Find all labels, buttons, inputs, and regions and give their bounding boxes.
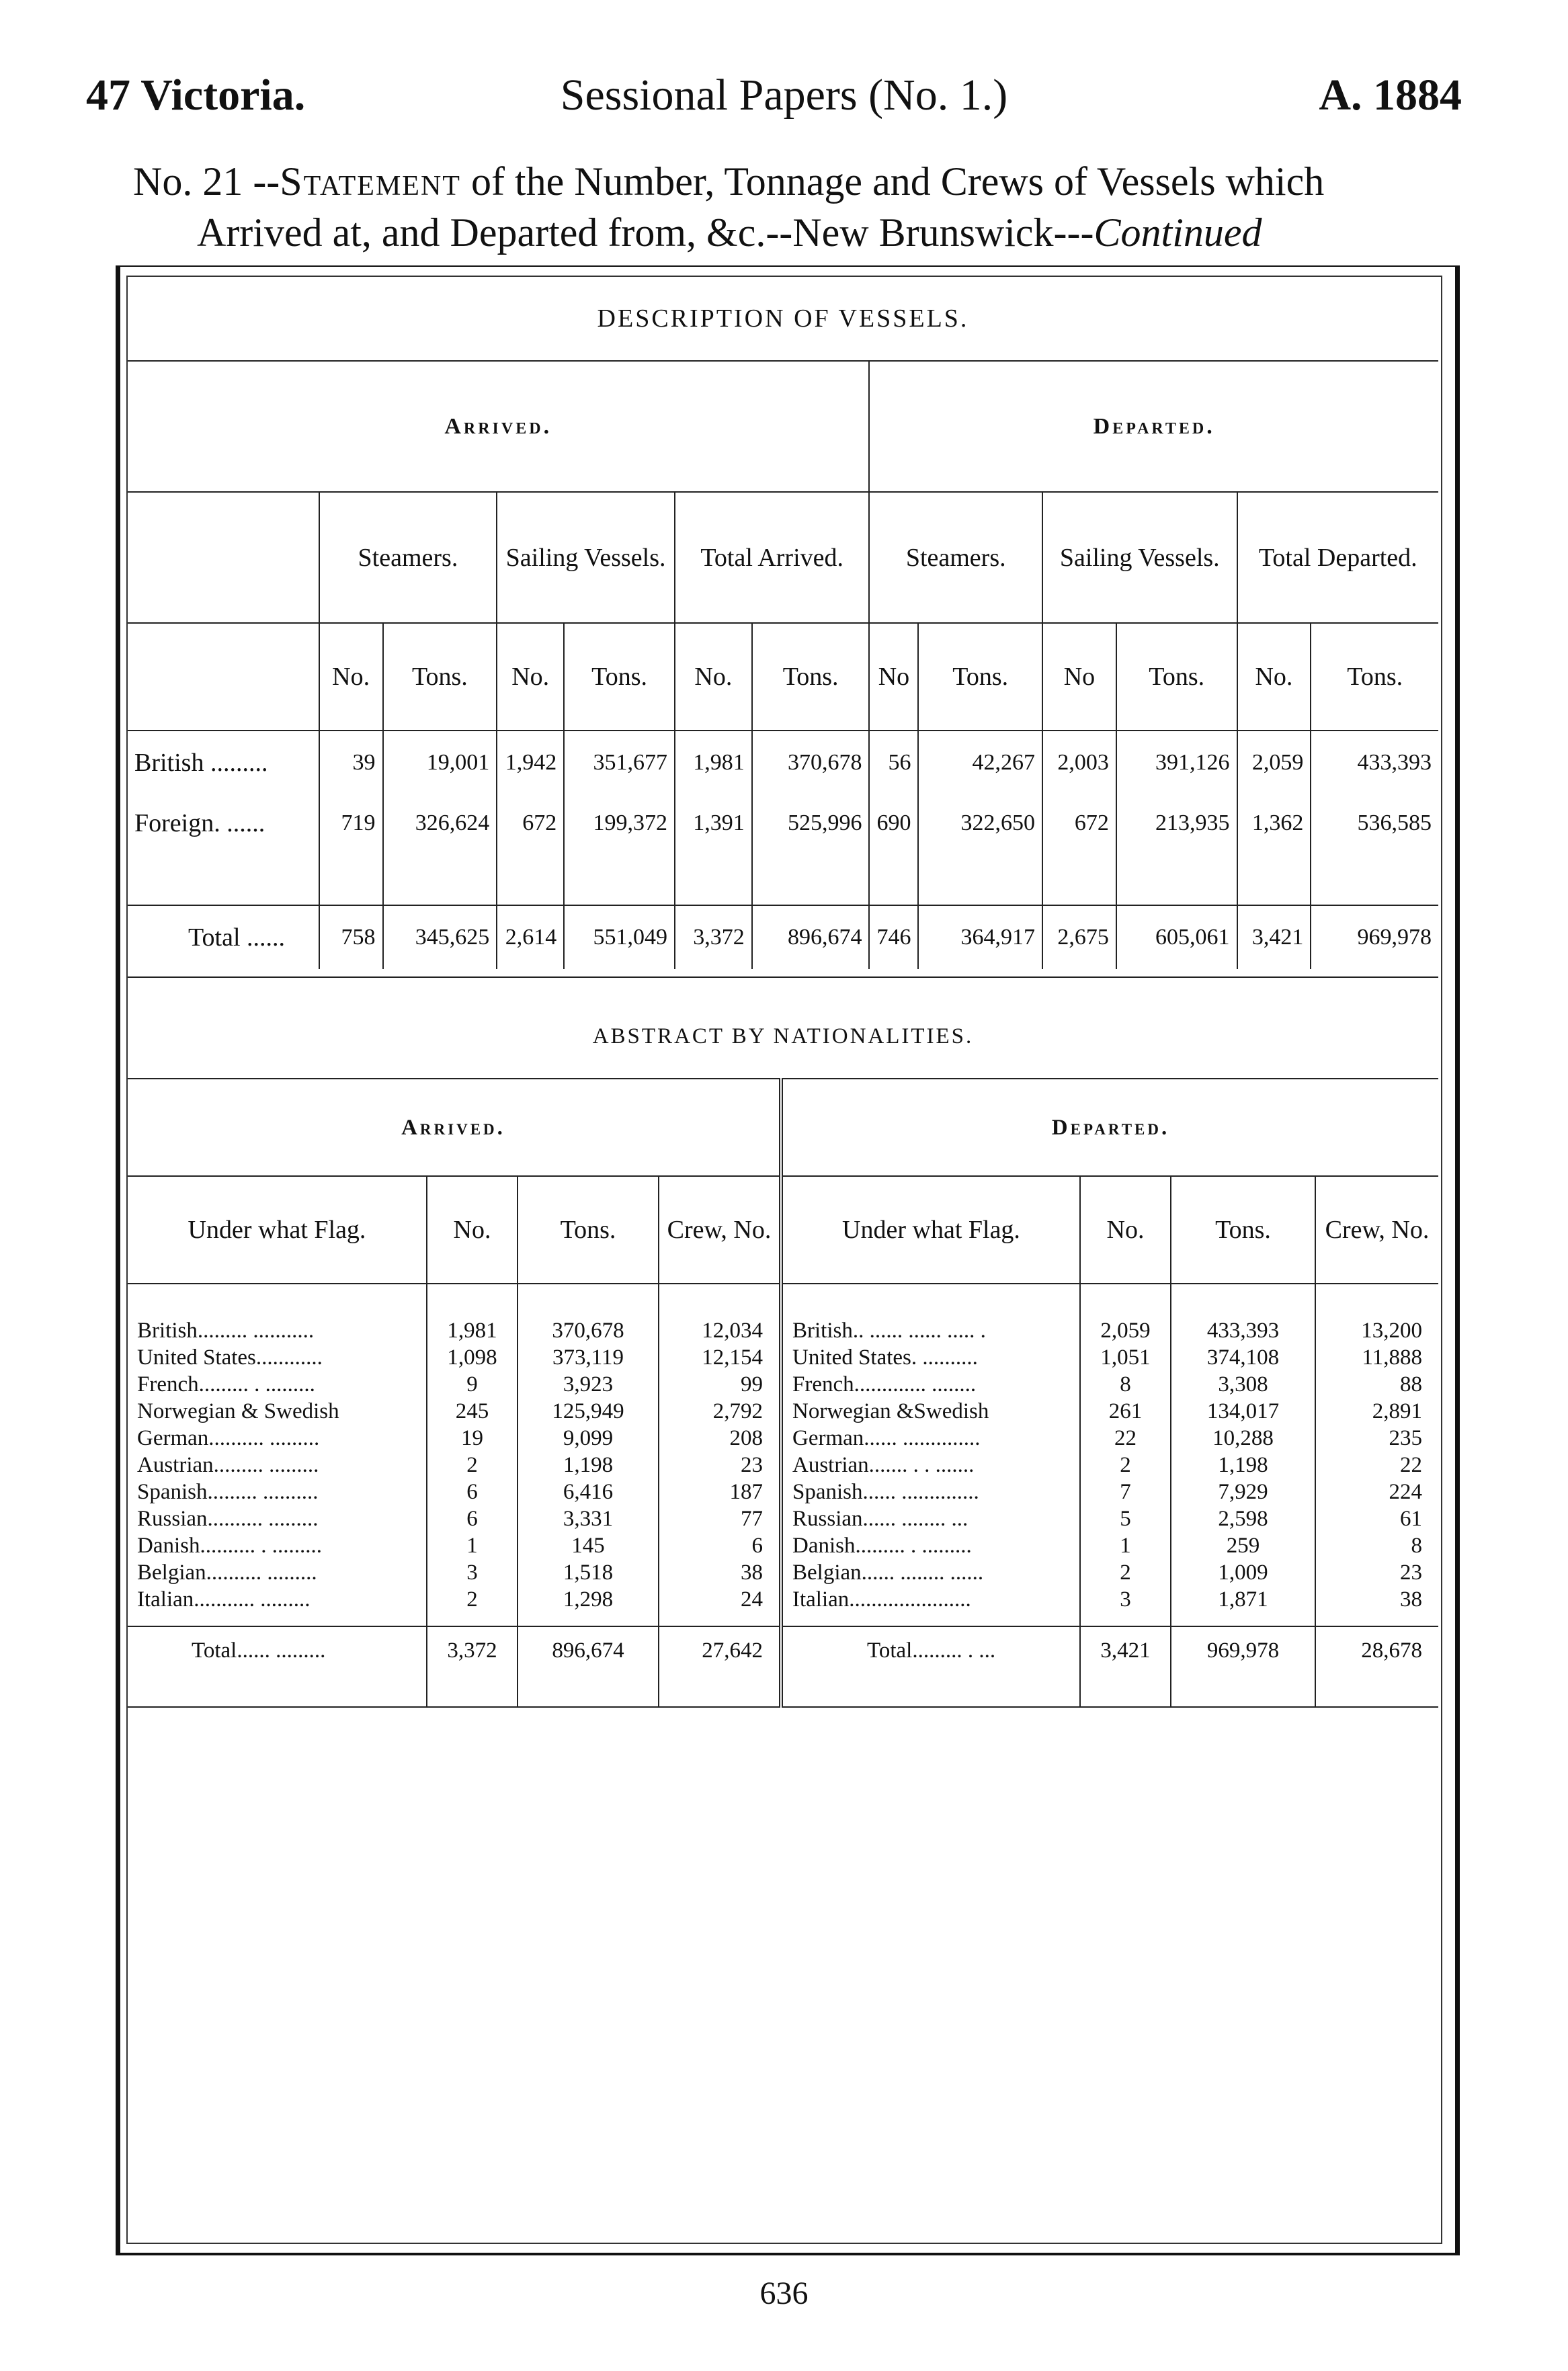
no-cell: 2 <box>1080 1452 1171 1479</box>
abstract-total-crew-arr: 27,642 <box>659 1626 781 1673</box>
no-cell: 1,051 <box>1080 1344 1171 1371</box>
crew-cell: 23 <box>659 1452 781 1479</box>
cell: 3,421 <box>1237 905 1311 969</box>
flag-cell: Danish......... . ......... <box>781 1532 1080 1559</box>
no-cell: 1,098 <box>427 1344 518 1371</box>
crew-cell: 38 <box>659 1559 781 1586</box>
cell: 672 <box>1042 794 1116 851</box>
cell: 42,267 <box>918 731 1042 794</box>
title-line2-text: Arrived at, and Departed from, &c.--New Brunswick--- <box>197 210 1094 255</box>
tons-cell: 7,929 <box>1171 1479 1315 1505</box>
cell: 719 <box>319 794 383 851</box>
cell: 896,674 <box>752 905 870 969</box>
sub-head: Tons. <box>1311 623 1438 731</box>
flag-cell: Norwegian & Swedish <box>137 1399 339 1423</box>
running-header <box>0 70 1568 130</box>
flag-cell: Austrian......... ......... <box>137 1453 319 1477</box>
crew-cell: 61 <box>1315 1505 1438 1532</box>
tons-cell: 1,009 <box>1171 1559 1315 1586</box>
sub-head: No <box>1042 623 1116 731</box>
nationality-row <box>128 1505 1438 1532</box>
crew-cell: 88 <box>1315 1371 1438 1398</box>
cell: 322,650 <box>918 794 1042 851</box>
crew-cell: 23 <box>1315 1559 1438 1586</box>
row-label: Foreign. ...... <box>134 808 265 837</box>
cell: 391,126 <box>1116 731 1237 794</box>
cell: 1,942 <box>497 731 564 794</box>
table-row <box>128 794 1438 851</box>
tons-cell: 1,198 <box>518 1452 659 1479</box>
tons-cell: 10,288 <box>1171 1425 1315 1452</box>
cell: 551,049 <box>564 905 675 969</box>
head-steamers-dep: Steamers. <box>869 492 1042 623</box>
abstract-arrived-heading: Arrived. <box>128 1079 781 1176</box>
crew-cell: 2,891 <box>1315 1398 1438 1425</box>
flag-cell: Spanish...... .............. <box>781 1479 1080 1505</box>
no-cell: 19 <box>427 1425 518 1452</box>
nationality-row <box>128 1425 1438 1452</box>
sub-head: Tons. <box>564 623 675 731</box>
crew-cell: 235 <box>1315 1425 1438 1452</box>
head-no-arr: No. <box>427 1176 518 1284</box>
no-cell: 261 <box>1080 1398 1171 1425</box>
sub-head: No. <box>675 623 752 731</box>
spacer-row <box>128 851 1438 905</box>
abstract-total-tons-dep: 969,978 <box>1171 1626 1315 1673</box>
arrived-heading: Arrived. <box>128 361 869 492</box>
total-row <box>128 905 1438 969</box>
cell: 433,393 <box>1311 731 1438 794</box>
sub-head: Tons. <box>1116 623 1237 731</box>
cell: 351,677 <box>564 731 675 794</box>
crew-cell: 12,154 <box>659 1344 781 1371</box>
head-total-departed: Total Departed. <box>1237 492 1438 623</box>
crew-cell: 24 <box>659 1586 781 1613</box>
title-prefix: No. 21 -- <box>133 159 280 204</box>
cell: 3,372 <box>675 905 752 969</box>
tons-cell: 433,393 <box>1171 1317 1315 1344</box>
cell: 605,061 <box>1116 905 1237 969</box>
tons-cell: 259 <box>1171 1532 1315 1559</box>
sub-head: No. <box>319 623 383 731</box>
no-cell: 7 <box>1080 1479 1171 1505</box>
crew-cell: 22 <box>1315 1452 1438 1479</box>
abstract-total-label-dep: Total......... . ... <box>781 1626 1080 1673</box>
abstract-caption: ABSTRACT BY NATIONALITIES. <box>128 995 1438 1079</box>
cell: 56 <box>869 731 918 794</box>
head-tons-arr: Tons. <box>518 1176 659 1284</box>
abstract-total-no-arr: 3,372 <box>427 1626 518 1673</box>
no-cell: 1 <box>427 1532 518 1559</box>
flag-cell: United States............ <box>137 1345 323 1370</box>
flag-cell: Russian...... ........ ... <box>781 1505 1080 1532</box>
crew-cell: 6 <box>659 1532 781 1559</box>
crew-cell: 187 <box>659 1479 781 1505</box>
nationality-row <box>128 1317 1438 1344</box>
row-label: British ......... <box>134 749 268 777</box>
cell: 345,625 <box>383 905 497 969</box>
cell: 525,996 <box>752 794 870 851</box>
crew-cell: 38 <box>1315 1586 1438 1613</box>
no-cell: 22 <box>1080 1425 1171 1452</box>
sub-head: No. <box>1237 623 1311 731</box>
flag-cell: Austrian....... . . ....... <box>781 1452 1080 1479</box>
flag-cell: German.......... ......... <box>137 1426 320 1450</box>
blank-corner <box>128 492 319 623</box>
head-sailing-dep: Sailing Vessels. <box>1042 492 1237 623</box>
title-continued: Continued <box>1094 210 1262 255</box>
cell: 19,001 <box>383 731 497 794</box>
sub-head: No. <box>497 623 564 731</box>
cell: 199,372 <box>564 794 675 851</box>
tons-cell: 1,871 <box>1171 1586 1315 1613</box>
title-line1: of the Number, Tonnage and Crews of Vessels which <box>470 159 1325 204</box>
tons-cell: 9,099 <box>518 1425 659 1452</box>
nationality-row <box>128 1559 1438 1586</box>
abstract-total-crew-dep: 28,678 <box>1315 1626 1438 1673</box>
head-tons-dep: Tons. <box>1171 1176 1315 1284</box>
sub-head: Tons. <box>383 623 497 731</box>
cell: 2,614 <box>497 905 564 969</box>
cell: 1,981 <box>675 731 752 794</box>
departed-heading: Departed. <box>869 361 1438 492</box>
crew-cell: 208 <box>659 1425 781 1452</box>
cell: 2,059 <box>1237 731 1311 794</box>
flag-cell: Belgian.......... ......... <box>137 1561 317 1585</box>
flag-cell: French......... . ......... <box>137 1372 315 1397</box>
abstract-grid <box>128 995 1438 1708</box>
no-cell: 2 <box>427 1452 518 1479</box>
tons-cell: 1,198 <box>1171 1452 1315 1479</box>
head-no-dep: No. <box>1080 1176 1171 1284</box>
tons-cell: 1,298 <box>518 1586 659 1613</box>
nationality-row <box>128 1398 1438 1425</box>
abstract-departed-heading: Departed. <box>781 1079 1438 1176</box>
no-cell: 6 <box>427 1505 518 1532</box>
crew-cell: 8 <box>1315 1532 1438 1559</box>
title-statement: Statement <box>280 159 461 204</box>
no-cell: 8 <box>1080 1371 1171 1398</box>
flag-cell: French............. ........ <box>781 1371 1080 1398</box>
tons-cell: 3,331 <box>518 1505 659 1532</box>
cell: 326,624 <box>383 794 497 851</box>
table-title <box>133 156 1491 258</box>
nationality-row <box>128 1532 1438 1559</box>
cell: 39 <box>319 731 383 794</box>
head-crew-dep: Crew, No. <box>1315 1176 1438 1284</box>
no-cell: 5 <box>1080 1505 1171 1532</box>
no-cell: 6 <box>427 1479 518 1505</box>
flag-cell: German...... .............. <box>781 1425 1080 1452</box>
nationality-row <box>128 1479 1438 1505</box>
description-table <box>128 277 1438 978</box>
table-row <box>128 731 1438 794</box>
tons-cell: 6,416 <box>518 1479 659 1505</box>
tons-cell: 1,518 <box>518 1559 659 1586</box>
crew-cell: 12,034 <box>659 1317 781 1344</box>
no-cell: 1,981 <box>427 1317 518 1344</box>
crew-cell: 11,888 <box>1315 1344 1438 1371</box>
nationality-row <box>128 1344 1438 1371</box>
title-line2 <box>133 207 1491 258</box>
flag-cell: Norwegian &Swedish <box>781 1398 1080 1425</box>
flag-cell: British......... ........... <box>137 1319 315 1343</box>
tons-cell: 145 <box>518 1532 659 1559</box>
tons-cell: 3,923 <box>518 1371 659 1398</box>
page-number: 636 <box>759 2276 809 2311</box>
tons-cell: 2,598 <box>1171 1505 1315 1532</box>
cell: 1,391 <box>675 794 752 851</box>
no-cell: 2,059 <box>1080 1317 1171 1344</box>
head-crew-arr: Crew, No. <box>659 1176 781 1284</box>
flag-cell: United States. .......... <box>781 1344 1080 1371</box>
cell: 2,675 <box>1042 905 1116 969</box>
crew-cell: 77 <box>659 1505 781 1532</box>
flag-cell: Belgian...... ........ ...... <box>781 1559 1080 1586</box>
tons-cell: 3,308 <box>1171 1371 1315 1398</box>
cell: 536,585 <box>1311 794 1438 851</box>
cell: 969,978 <box>1311 905 1438 969</box>
sub-head: Tons. <box>918 623 1042 731</box>
cell: 758 <box>319 905 383 969</box>
abstract-total-tons-arr: 896,674 <box>518 1626 659 1673</box>
no-cell: 3 <box>1080 1586 1171 1613</box>
head-total-arrived: Total Arrived. <box>675 492 870 623</box>
cell: 746 <box>869 905 918 969</box>
sub-head: Tons. <box>752 623 870 731</box>
flag-cell: Italian........... ......... <box>137 1587 311 1612</box>
nationality-row <box>128 1452 1438 1479</box>
header-session: 47 Victoria. <box>86 71 306 120</box>
sub-head: No <box>869 623 918 731</box>
no-cell: 245 <box>427 1398 518 1425</box>
nationality-row <box>128 1371 1438 1398</box>
no-cell: 2 <box>1080 1559 1171 1586</box>
no-cell: 2 <box>427 1586 518 1613</box>
nationality-row <box>128 1586 1438 1613</box>
total-label: Total ...... <box>188 923 286 952</box>
cell: 2,003 <box>1042 731 1116 794</box>
cell: 370,678 <box>752 731 870 794</box>
abstract-total-no-dep: 3,421 <box>1080 1626 1171 1673</box>
crew-cell: 2,792 <box>659 1398 781 1425</box>
crew-cell: 224 <box>1315 1479 1438 1505</box>
flag-cell: Danish.......... . ......... <box>137 1534 322 1558</box>
cell: 364,917 <box>918 905 1042 969</box>
cell: 1,362 <box>1237 794 1311 851</box>
tons-cell: 374,108 <box>1171 1344 1315 1371</box>
tons-cell: 370,678 <box>518 1317 659 1344</box>
no-cell: 9 <box>427 1371 518 1398</box>
flag-cell: Russian.......... ......... <box>137 1507 319 1531</box>
flag-cell: British.. ...... ...... ..... . <box>781 1317 1080 1344</box>
tons-cell: 125,949 <box>518 1398 659 1425</box>
cell: 690 <box>869 794 918 851</box>
cell: 672 <box>497 794 564 851</box>
cell: 213,935 <box>1116 794 1237 851</box>
head-flag-dep: Under what Flag. <box>781 1176 1080 1284</box>
head-sailing-arr: Sailing Vessels. <box>497 492 675 623</box>
blank-sub-corner <box>128 623 319 731</box>
no-cell: 3 <box>427 1559 518 1586</box>
crew-cell: 13,200 <box>1315 1317 1438 1344</box>
tons-cell: 373,119 <box>518 1344 659 1371</box>
header-year: A. 1884 <box>1319 71 1462 120</box>
description-caption: DESCRIPTION OF VESSELS. <box>128 277 1438 361</box>
header-papers: Sessional Papers (No. 1.) <box>560 71 1008 120</box>
head-flag-arr: Under what Flag. <box>128 1176 427 1284</box>
abstract-total-label-arr: Total...... ......... <box>192 1638 326 1663</box>
abstract-total-row <box>128 1626 1438 1673</box>
head-steamers-arr: Steamers. <box>319 492 497 623</box>
no-cell: 1 <box>1080 1532 1171 1559</box>
flag-cell: Spanish......... .......... <box>137 1480 319 1504</box>
crew-cell: 99 <box>659 1371 781 1398</box>
flag-cell: Italian...................... <box>781 1586 1080 1613</box>
tons-cell: 134,017 <box>1171 1398 1315 1425</box>
